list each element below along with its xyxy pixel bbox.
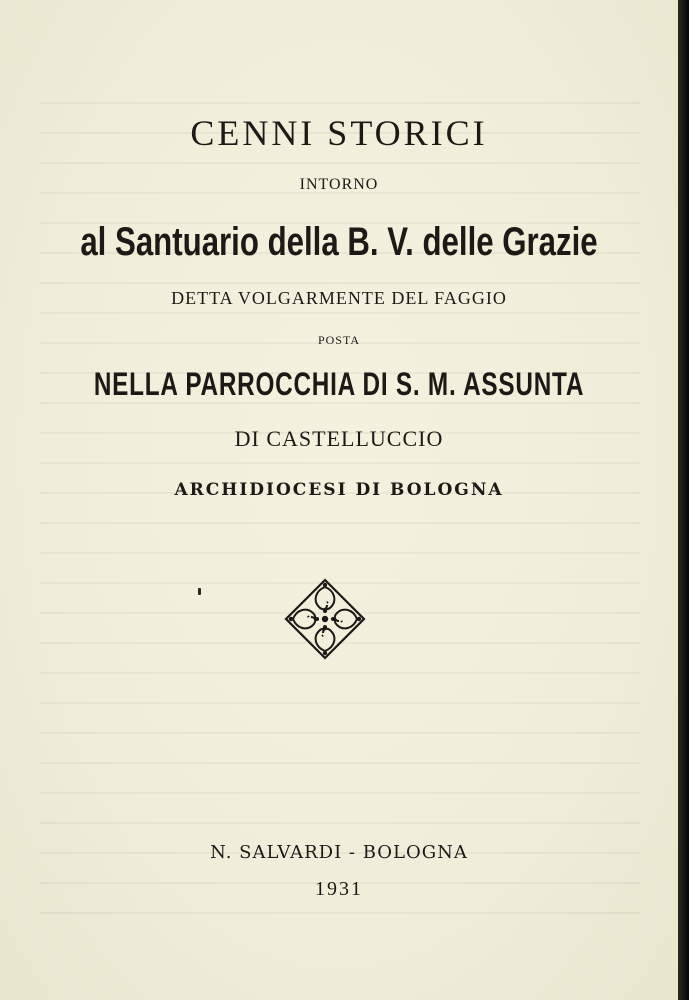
title-locality: DI CASTELLUCCIO [234,426,444,451]
title-heading: CENNI STORICI [190,113,488,153]
publication-year: 1931 [315,878,363,900]
title-connector-posta: POSTA [317,333,361,347]
title-popular-name: DETTA VOLGARMENTE DEL FAGGIO [171,288,507,308]
title-main-subject: al Santuario della B. V. delle Grazie [80,220,598,264]
ink-speck [198,588,201,595]
publisher-imprint: N. SALVARDI - BOLOGNA [210,842,468,863]
title-parish: NELLA PARROCCHIA DI S. M. ASSUNTA [93,366,585,402]
bleed-through-texture [40,80,640,940]
title-diocese: ARCHIDIOCESI DI BOLOGNA [174,480,504,500]
floral-ornament-icon [283,577,367,661]
scan-border [678,0,689,1000]
title-connector-intorno: INTORNO [299,176,379,193]
